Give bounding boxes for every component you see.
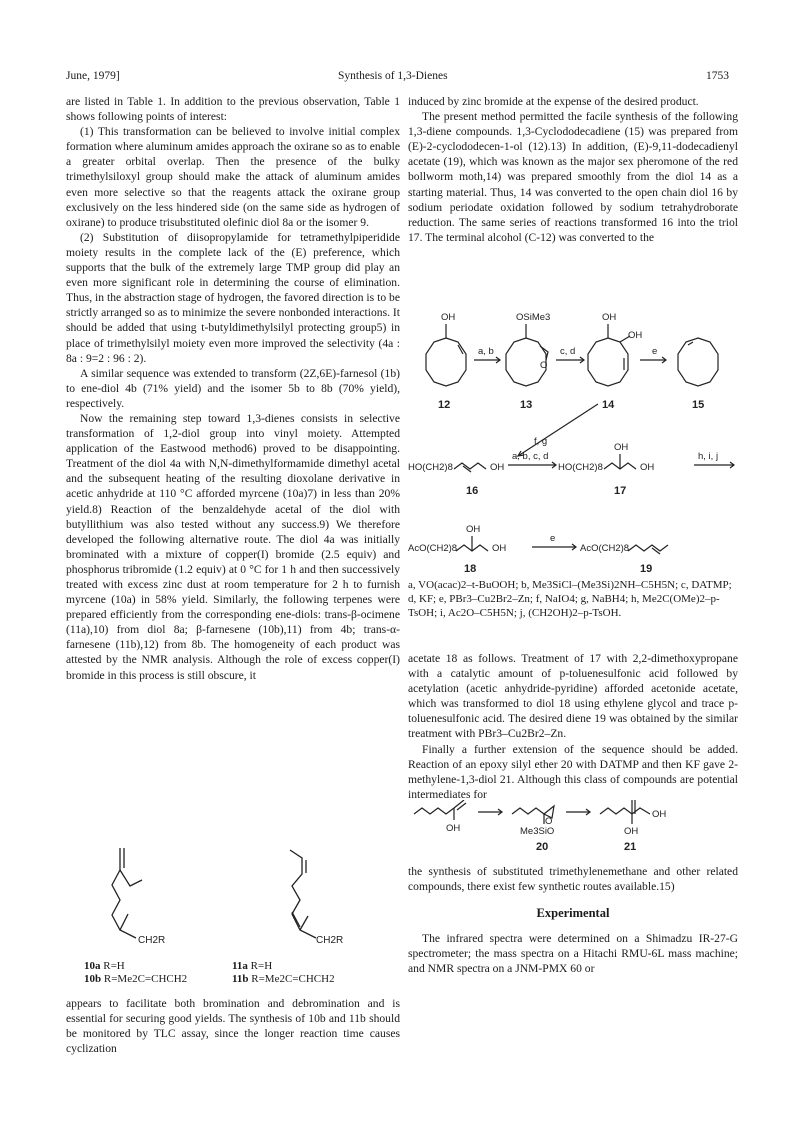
oh-label: OH xyxy=(624,826,639,837)
compound-number: 19 xyxy=(640,563,653,574)
acoch2-label: AcO(CH2)8 xyxy=(408,543,458,554)
running-header-left: June, 1979] xyxy=(66,70,120,82)
paragraph: appears to facilitate both bromination and debromination and is essential for securing good yields. The synthesis of 10b and 11b should be monitored by TLC assay, since the longer reaction time causes cyclization xyxy=(66,997,400,1056)
reagent-label: f, g xyxy=(534,436,548,447)
compound-11-caption xyxy=(232,960,335,986)
paragraph: Finally a further extension of the sequence should be added. Reaction of an epoxy silyl ether 20 with DATMP and then KF gave 2-methylene-1,3-diol 21. Although this class of compounds are potential intermediates for xyxy=(408,742,738,801)
r-group: R=H xyxy=(250,960,273,972)
running-header-title: Synthesis of 1,3-Dienes xyxy=(338,70,448,82)
reagent-label: e xyxy=(652,346,658,357)
paragraph: Now the remaining step toward 1,3-dienes consists in selective transformation of 1,2-diol group into vinyl moiety. Attempted application of the Eastwood method6) proved to be disappointing. Treatment of the diol 4a with N,N-dimethylformamide dimethyl acetal and the subsequent heating of the resulting dioxolane derivative in acetic anhydride at 110 °C afforded myrcene (10a)7) in less than 20% yield.8) Reaction of the benzaldehyde acetal of the diol with butyllithium was also tested without any success.9) We therefore developed the following alternative route. The diol 4a was initially brominated with a mixture of copper(I) bromide (2.5 equiv) and phosphorus tribromide (1.2 equiv) at 0 °C for 1 h and then successively treated with excess zinc dust at room temperature for 2 h to furnish myrcene (10a) in 58% yield. Similarly, the following terpenes were prepared efficiently from the corresponding ene-diols: trans-β-ocimene (11a),10) from diol 8a; β-farnesene (10b),11) from 4b; trans-α-farnesene (11b),12) from 8b. The homogeneity of each product was attested by the NMR analysis. Although the role of excess copper(I) bromide in this process is still obscure, it xyxy=(66,411,400,682)
epoxide-o-label: O xyxy=(545,816,553,827)
label-10b: 10b xyxy=(84,973,102,985)
paragraph: (2) Substitution of diisopropylamide for tetramethylpiperidide moiety results in the complete lack of the (E) preference, which supports that the bulk of the extremely large TMP group did play an even more significant role in determining the course of elimination. Thus, in the abstraction stage of hydrogen, the favored direction is to be strictly arranged so as to minimize the severe nonbonded interactions. It should be added that using t-butyldimethylsilyl protecting group5) in place of trimethylsilyl moiety even more improved the selectivity (4a : 8a : 9=2 : 96 : 2). xyxy=(66,230,400,365)
paragraph: The infrared spectra were determined on a Shimadzu IR-27-G spectrometer; the mass spectra on a Hitachi RMU-6L mass machine; and NMR spectra on a JNM-PMX 60 or xyxy=(408,932,738,976)
reaction-scheme xyxy=(408,308,738,574)
left-column-text-lower xyxy=(66,996,400,1056)
osime3-label: OSiMe3 xyxy=(516,312,551,323)
left-column-text xyxy=(66,94,400,683)
me3sio-label: Me3SiO xyxy=(520,826,555,837)
compound-number: 16 xyxy=(466,485,479,497)
right-column-text xyxy=(408,94,738,245)
oh-label: OH xyxy=(492,543,507,554)
compound-number: 18 xyxy=(464,563,477,574)
reagent-label: a, b, c, d xyxy=(512,451,549,462)
compound-number: 21 xyxy=(624,841,637,853)
right-column-text-lower xyxy=(408,864,738,977)
compound-number: 12 xyxy=(438,399,451,411)
ch2r-label: CH2R xyxy=(138,935,166,946)
compound-number: 17 xyxy=(614,485,627,497)
compound-number: 13 xyxy=(520,399,533,411)
label-10a: 10a xyxy=(84,960,101,972)
oh-label: OH xyxy=(490,462,505,473)
r-group: R=Me2C=CHCH2 xyxy=(251,973,335,985)
paragraph: (1) This transformation can be believed to involve initial complex formation where aluminum amides approach the oxirane so as to enable a greater orbital overlap. Then the presence of the bulky trimethylsiloxyl group should make the attack of aluminum amides even more selective so that the reagents attack the oxirane group exclusively on the less hindered side (on the same side as hydrogen of oxirane) to produce trisubstituted olefinic diol 8a or the isomer 9. xyxy=(66,125,400,229)
section-heading: Experimental xyxy=(536,906,610,921)
hoch2-label: HO(CH2)8 xyxy=(408,462,453,473)
paragraph: A similar sequence was extended to transform (2Z,6E)-farnesol (1b) to ene-diol 4b (71% yield) and the isomer 5b to 8b (70% yield), respectively. xyxy=(66,366,400,410)
paragraph: are listed in Table 1. In addition to the previous observation, Table 1 shows following points of interest: xyxy=(66,95,400,124)
right-column-text-middle xyxy=(408,651,738,802)
label-11a: 11a xyxy=(232,960,248,972)
oh-label: OH xyxy=(602,312,617,323)
compound-number: 15 xyxy=(692,399,705,411)
epoxide-o-label: O xyxy=(540,360,548,371)
r-group: R=H xyxy=(103,960,125,972)
compound-number: 20 xyxy=(536,841,549,853)
oh-label: OH xyxy=(628,330,643,341)
label-11b: 11b xyxy=(232,973,249,985)
paragraph: induced by zinc bromide at the expense of the desired product. xyxy=(408,95,699,108)
oh-label: OH xyxy=(640,462,655,473)
oh-label: OH xyxy=(441,312,456,323)
reagent-label: h, i, j xyxy=(698,451,719,462)
compound-number: 14 xyxy=(602,399,615,411)
oh-label: OH xyxy=(652,809,667,820)
epoxide-scheme xyxy=(408,800,738,860)
reagent-legend: a, VO(acac)2–t-BuOOH; b, Me3SiCl–(Me3Si)2NH–C5H5N; c, DATMP; d, KF; e, PBr3–Cu2Br2–Zn; f, NaIO4; g, NaBH4; h, Me2C(OMe)2–p-TsOH; i, Ac2O–C5H5N; j, (CH2OH)2–p-TsOH. xyxy=(408,579,732,619)
compound-10-caption xyxy=(84,960,187,986)
paragraph: The present method permitted the facile synthesis of the following 1,3-diene compounds. 1,3-Cyclododecadiene (15) was prepared from (E)-2-cyclododecen-1-ol (12).13) In addition, (E)-9,11-dodecadienyl acetate (19), which was known as the major sex pheromone of the red bollworm moth,14) was prepared smoothly from the diol 14 as a starting material. Thus, 14 was converted to the open chain diol 16 by sodium periodate oxidation followed by sodium tetrahydroborate reduction. The same series of reactions transformed 16 into the triol 17. The terminal alcohol (C-12) was converted to the xyxy=(408,110,738,244)
oh-label: OH xyxy=(614,442,629,453)
hoch2-label: HO(CH2)8 xyxy=(558,462,603,473)
r-group: R=Me2C=CHCH2 xyxy=(103,973,188,985)
ch2r-label: CH2R xyxy=(316,935,344,946)
reagent-label: e xyxy=(550,533,556,544)
oh-label: OH xyxy=(466,524,481,535)
paragraph: acetate 18 as follows. Treatment of 17 with 2,2-dimethoxypropane with a catalytic amount of p-toluenesulfonic acid followed by acetylation (acetic anhydride-pyridine) afforded acetonide acetate, which was transformed to diol 18 using ethylene glycol and trace p-toluenesulfonic acid. The desired diene 19 was obtained by the similar treatment with PBr3–Cu2Br2–Zn. xyxy=(408,652,738,741)
terpene-structures-figure xyxy=(70,840,400,956)
reagent-label: c, d xyxy=(560,346,576,357)
paragraph: the synthesis of substituted trimethylenemethane and other related compounds, there exist few synthetic routes available.15) xyxy=(408,865,738,894)
reagent-label: a, b xyxy=(478,346,494,357)
oh-label: OH xyxy=(446,823,461,834)
acoch2-label: AcO(CH2)8 xyxy=(580,543,630,554)
page-number: 1753 xyxy=(706,70,729,82)
